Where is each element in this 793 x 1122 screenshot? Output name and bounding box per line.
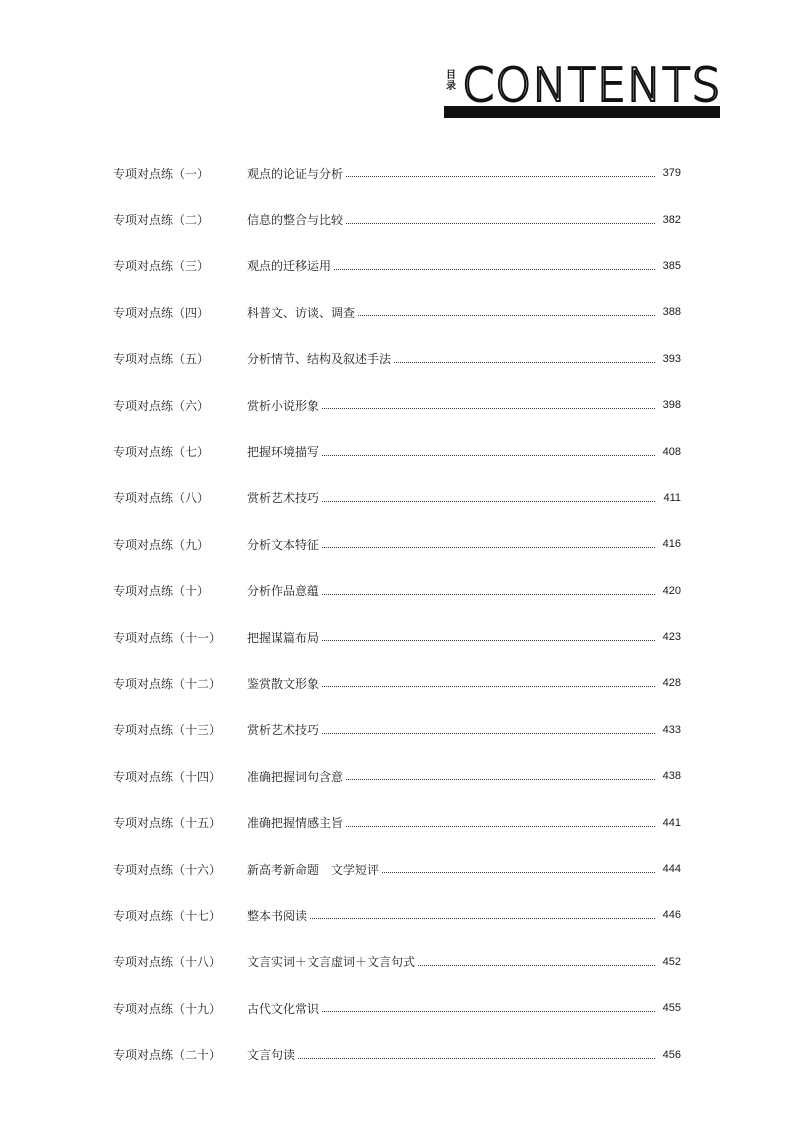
toc-entry-label: 专项对点练（四）	[113, 305, 210, 320]
toc-entry-page: 455	[662, 1002, 681, 1015]
toc-entry[interactable]	[113, 289, 681, 335]
toc-entry-label: 专项对点练（十）	[113, 584, 210, 599]
toc-entry[interactable]	[113, 150, 681, 196]
toc-entry-label: 专项对点练（八）	[113, 491, 210, 506]
toc-entry-title: 整本书阅读	[247, 908, 308, 923]
toc-entry-page: 441	[662, 816, 681, 829]
toc-entry[interactable]	[113, 475, 681, 521]
toc-leader-dots	[322, 639, 655, 641]
toc-entry-title: 信息的整合与比较	[247, 213, 344, 228]
toc-entry-label: 专项对点练（十六）	[113, 862, 222, 877]
toc-entry-page: 388	[662, 306, 681, 319]
toc-leader-dots	[346, 778, 655, 780]
toc-leader-dots	[394, 361, 655, 363]
toc-leader-dots	[382, 871, 655, 873]
toc-leader-dots	[322, 454, 655, 456]
toc-entry[interactable]	[113, 614, 681, 660]
toc-entry[interactable]	[113, 428, 681, 474]
toc-entry-label: 专项对点练（六）	[113, 398, 210, 413]
toc-entry-title: 新高考新命题 文学短评	[247, 862, 380, 877]
toc-entry-page: 379	[662, 167, 681, 180]
toc-leader-dots	[358, 314, 655, 316]
toc-entry-page: 444	[662, 863, 681, 876]
table-of-contents	[113, 150, 681, 1078]
toc-entry-label: 专项对点练（十四）	[113, 769, 222, 784]
toc-entry-title: 准确把握词句含意	[247, 769, 344, 784]
toc-entry-page: 456	[662, 1048, 681, 1061]
toc-entry-page: 411	[663, 491, 681, 504]
toc-entry[interactable]	[113, 892, 681, 938]
toc-entry-page: 408	[662, 445, 681, 458]
toc-entry-label: 专项对点练（十五）	[113, 816, 222, 831]
toc-entry-page: 382	[662, 213, 681, 226]
toc-entry-title: 分析作品意蕴	[247, 584, 320, 599]
toc-entry-page: 446	[662, 909, 681, 922]
toc-entry-page: 438	[662, 770, 681, 783]
toc-leader-dots	[346, 222, 655, 224]
toc-entry-label: 专项对点练（十一）	[113, 630, 222, 645]
toc-entry-title: 科普文、访谈、调查	[247, 305, 356, 320]
toc-entry-page: 452	[662, 955, 681, 968]
toc-entry-title: 分析文本特征	[247, 537, 320, 552]
header-cn-title: 目录	[446, 70, 456, 92]
toc-entry-label: 专项对点练（五）	[113, 352, 210, 367]
toc-leader-dots	[322, 407, 655, 409]
toc-entry-label: 专项对点练（十七）	[113, 908, 222, 923]
toc-entry-title: 赏析艺术技巧	[247, 723, 320, 738]
contents-header	[444, 58, 722, 118]
toc-entry-label: 专项对点练（九）	[113, 537, 210, 552]
toc-leader-dots	[310, 917, 655, 919]
toc-entry[interactable]	[113, 521, 681, 567]
toc-entry[interactable]	[113, 336, 681, 382]
toc-entry-label: 专项对点练（十八）	[113, 955, 222, 970]
toc-entry[interactable]	[113, 939, 681, 985]
toc-entry-label: 专项对点练（七）	[113, 445, 210, 460]
toc-entry-label: 专项对点练（十三）	[113, 723, 222, 738]
toc-entry-title: 观点的论证与分析	[247, 166, 344, 181]
toc-leader-dots	[334, 268, 655, 270]
toc-entry-label: 专项对点练（一）	[113, 166, 210, 181]
toc-entry-page: 416	[662, 538, 681, 551]
toc-entry-title: 把握环境描写	[247, 445, 320, 460]
toc-entry[interactable]	[113, 846, 681, 892]
toc-leader-dots	[322, 685, 655, 687]
toc-entry[interactable]	[113, 707, 681, 753]
toc-entry[interactable]	[113, 799, 681, 845]
toc-entry-title: 赏析艺术技巧	[247, 491, 320, 506]
toc-entry-page: 433	[662, 723, 681, 736]
toc-entry-title: 赏析小说形象	[247, 398, 320, 413]
toc-leader-dots	[322, 732, 655, 734]
toc-entry[interactable]	[113, 1031, 681, 1077]
toc-leader-dots	[322, 593, 655, 595]
toc-leader-dots	[322, 500, 655, 502]
header-en-title: CONTENTS	[462, 58, 722, 112]
toc-entry-title: 观点的迁移运用	[247, 259, 332, 274]
toc-leader-dots	[322, 546, 655, 548]
toc-entry-label: 专项对点练（三）	[113, 259, 210, 274]
toc-entry[interactable]	[113, 568, 681, 614]
toc-entry[interactable]	[113, 985, 681, 1031]
toc-entry-title: 把握谋篇布局	[247, 630, 320, 645]
toc-leader-dots	[346, 825, 655, 827]
toc-leader-dots	[346, 175, 655, 177]
toc-entry-page: 420	[662, 584, 681, 597]
toc-entry-title: 准确把握情感主旨	[247, 816, 344, 831]
toc-leader-dots	[418, 964, 655, 966]
toc-entry-label: 专项对点练（十九）	[113, 1001, 222, 1016]
toc-leader-dots	[298, 1057, 655, 1059]
toc-leader-dots	[322, 1010, 655, 1012]
toc-entry-title: 古代文化常识	[247, 1001, 320, 1016]
toc-entry[interactable]	[113, 660, 681, 706]
toc-entry[interactable]	[113, 243, 681, 289]
toc-entry[interactable]	[113, 382, 681, 428]
toc-entry-label: 专项对点练（二）	[113, 213, 210, 228]
toc-entry[interactable]	[113, 196, 681, 242]
toc-entry-title: 鉴赏散文形象	[247, 676, 320, 691]
toc-entry-page: 428	[662, 677, 681, 690]
toc-entry-label: 专项对点练（十二）	[113, 676, 222, 691]
toc-entry-page: 423	[662, 631, 681, 644]
toc-entry-page: 393	[662, 352, 681, 365]
toc-entry-title: 文言实词＋文言虚词＋文言句式	[247, 955, 416, 970]
toc-entry-title: 分析情节、结构及叙述手法	[247, 352, 392, 367]
toc-entry-title: 文言句读	[247, 1048, 296, 1063]
toc-entry[interactable]	[113, 753, 681, 799]
toc-entry-page: 385	[662, 259, 681, 272]
toc-entry-label: 专项对点练（二十）	[113, 1048, 222, 1063]
toc-entry-page: 398	[662, 399, 681, 412]
